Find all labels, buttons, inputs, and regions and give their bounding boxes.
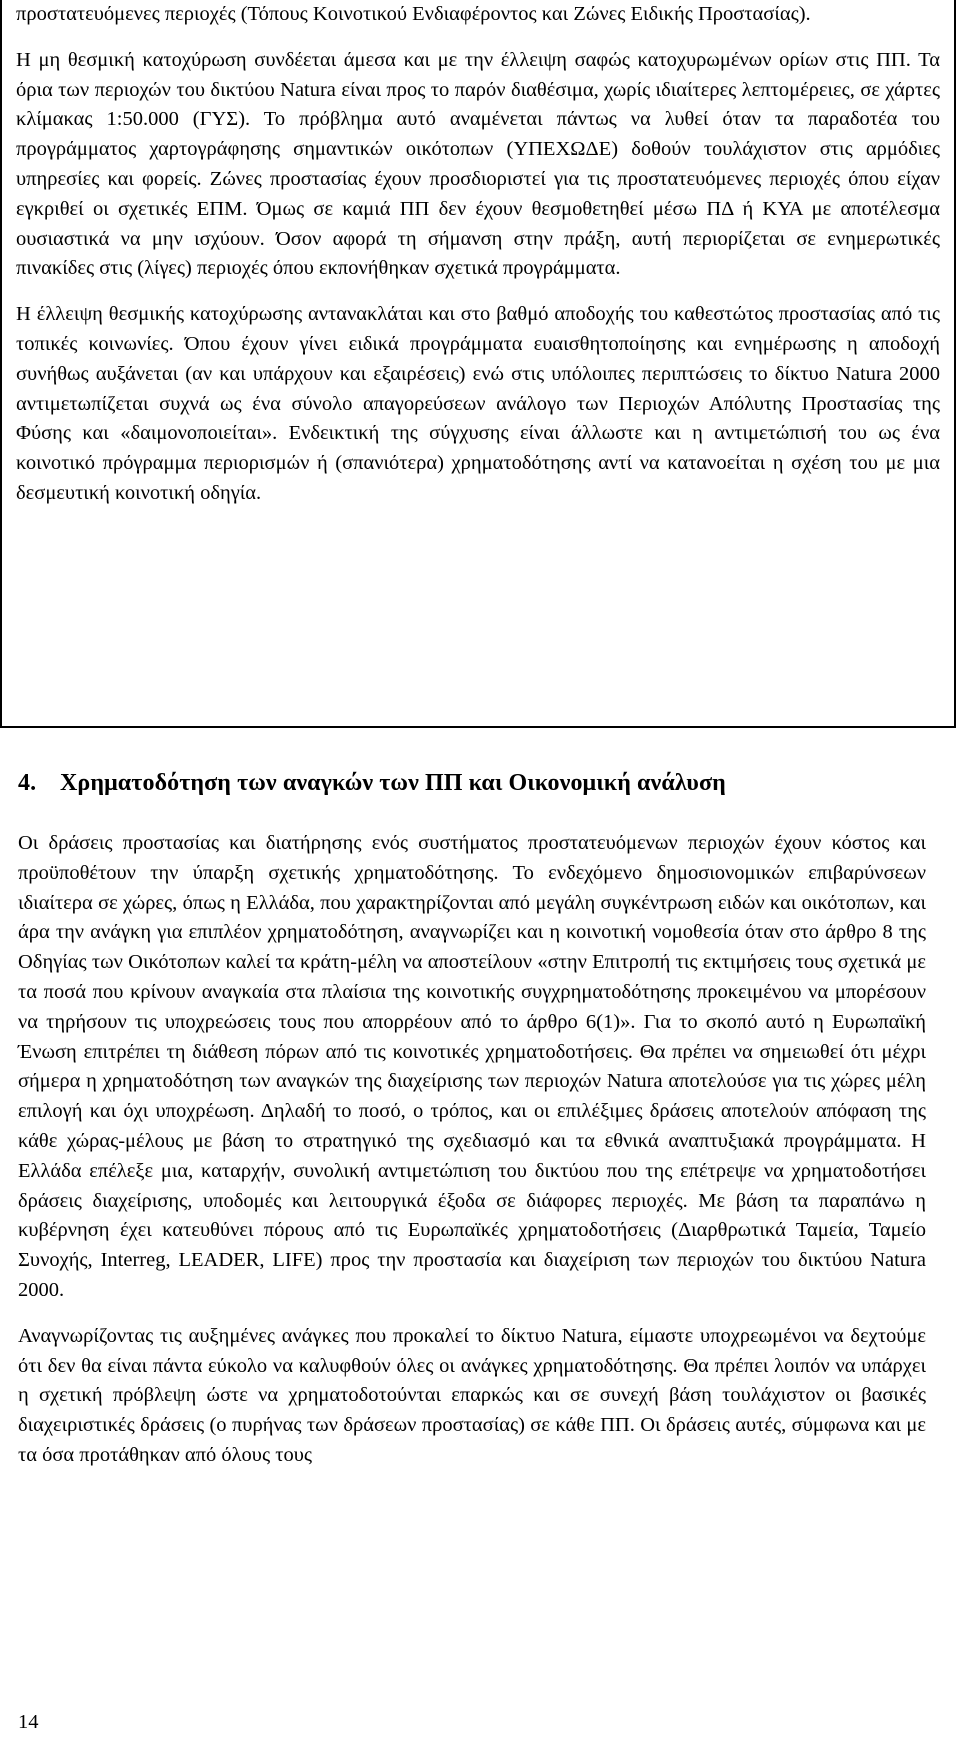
section-heading [18, 770, 726, 797]
section-paragraph-2: Αναγνωρίζοντας τις αυξημένες ανάγκες που προκαλεί το δίκτυο Natura, είμαστε υποχρεωμένοι να δεχτούμε ότι δεν θα είναι πάντα εύκολο να καλυφθούν όλες οι ανάγκες χρηματοδότησης. Θα πρέπει λοιπόν να υπάρχει η σχετική πρόβλεψη ώστε να χρηματοδοτούνται επαρκώς και σε συνεχή βάση τουλάχιστον οι βασικές διαχειριστικές δράσεις (ο πυρήνας των δράσεων προστασίας) σε κάθε ΠΠ. Οι δράσεις αυτές, σύμφωνα και με τα όσα προτάθηκαν από όλους τους [18, 1324, 926, 1466]
page-number: 14 [18, 1711, 39, 1733]
box-paragraph-3: Η έλλειψη θεσμικής κατοχύρωσης αντανακλάται και στο βαθμό αποδοχής του καθεστώτος προστασίας από τις τοπικές κοινωνίες. Όπου έχουν γίνει ειδικά προγράμματα ευαισθητοποίησης και ενημέρωσης η αποδοχή συνήθως αυξάνεται (αν και υπάρχουν και εξαιρέσεις) ενώ στις υπόλοιπες περιπτώσεις το δίκτυο Natura 2000 αντιμετωπίζεται συχνά ως ένα σύνολο απαγορεύσεων ανάλογο των Περιοχών Απόλυτης Προστασίας της Φύσης και «δαιμονοποιείται». Ενδεικτική της σύγχυσης είναι άλλωστε και η αντιμετώπισή του ως ένα κοινοτικό πρόγραμμα περιορισμών ή (σπανιότερα) χρηματοδότησης αντί να κατανοείται η σχέση του με μια δεσμευτική κοινοτική οδηγία. [16, 303, 940, 504]
section-body [18, 829, 926, 1471]
section-number: 4. [18, 770, 37, 796]
box-paragraph-2: Η μη θεσμική κατοχύρωση συνδέεται άμεσα και με την έλλειψη σαφώς κατοχυρωμένων ορίων στις ΠΠ. Τα όρια των περιοχών του δικτύου Natura είναι προς το παρόν διαθέσιμα, χωρίς ιδιαίτερες λεπτομέρειες, σε χάρτες κλίμακας 1:50.000 (ΓΥΣ). Το πρόβλημα αυτό αναμένεται πάντως να λυθεί όταν τα παραδοτέα του προγράμματος χαρτογράφησης σημαντικών οικότοπων (ΥΠΕΧΩΔΕ) δοθούν τουλάχιστον στις αρμόδιες υπηρεσίες και φορείς. Ζώνες προστασίας έχουν προσδιοριστεί για τις προστατευόμενες περιοχές όπου είχαν εγκριθεί οι σχετικές ΕΠΜ. Όμως σε καμιά ΠΠ δεν έχουν θεσμοθετηθεί μέσω ΠΔ ή ΚΥΑ με αποτέλεσμα ουσιαστικά να μην ισχύουν. Όσον αφορά τη σήμανση στην πράξη, αυτή περιορίζεται σε ενημερωτικές πινακίδες στις (λίγες) περιοχές όπου εκπονήθηκαν σχετικά προγράμματα. [16, 48, 940, 280]
section-paragraph-1: Οι δράσεις προστασίας και διατήρησης ενός συστήματος προστατευόμενων περιοχών έχουν κόστος και προϋποθέτουν την ύπαρξη σχετικής χρηματοδότησης. Το ενδεχόμενο δημοσιονομικών επιβαρύνσεων ιδιαίτερα σε χώρες, όπως η Ελλάδα, που χαρακτηρίζονται από μεγάλη συγκέντρωση ειδών και οικότοπων, και άρα την ανάγκη για επιπλέον χρηματοδότηση, αναγνωρίζει και η κοινοτική νομοθεσία όταν στο άρθρο 8 της Οδηγίας των Οικότοπων καλεί τα κράτη-μέλη να αποστείλουν «στην Επιτροπή τις εκτιμήσεις τους σχετικά με τα ποσά που κρίνουν αναγκαία στα πλαίσια της κοινοτικής συγχρηματοδότησης προκειμένου να μπορέσουν να τηρήσουν τις υποχρεώσεις τους που απορρέουν από το άρθρο 6(1)». Για το σκοπό αυτό η Ευρωπαϊκή Ένωση επιτρέπει τη διάθεση πόρων από τις κοινοτικές χρηματοδοτήσεις. Θα πρέπει να σημειωθεί ότι μέχρι σήμερα η χρηματοδότηση των αναγκών της διαχείρισης των περιοχών Natura αποτελούσε για τις χώρες μέλη επιλογή και όχι υποχρέωση. Δηλαδή το ποσό, ο τρόπος, και οι επιλέξιμες δράσεις αποτελούν απόφαση της κάθε χώρας-μέλους με βάση το στρατηγικό της σχεδιασμό και τα εθνικά αναπτυξιακά προγράμματα. Η Ελλάδα επέλεξε μια, καταρχήν, συνολική αντιμετώπιση του δικτύου που της επέτρεψε να χρηματοδοτήσει δράσεις διαχείρισης, υποδομές και λειτουργικά έξοδα σε διάφορες περιοχές. Με βάση τα παραπάνω η κυβέρνηση έχει κατευθύνει πόρους από τις Ευρωπαϊκές χρηματοδοτήσεις (Διαρθρωτικά Ταμεία, Ταμείο Συνοχής, Interreg, LEADER, LIFE) προς την προστασία και διαχείριση των περιοχών του δικτύου Natura 2000. [18, 832, 926, 1301]
section-title: Χρηματοδότηση των αναγκών των ΠΠ και Οικονομική ανάλυση [60, 770, 726, 796]
boxed-text-frame [0, 0, 956, 728]
box-paragraph-1: προστατευόμενες περιοχές (Τόπους Κοινοτικού Ενδιαφέροντος και Ζώνες Ειδικής Προστασίας). [16, 3, 811, 25]
